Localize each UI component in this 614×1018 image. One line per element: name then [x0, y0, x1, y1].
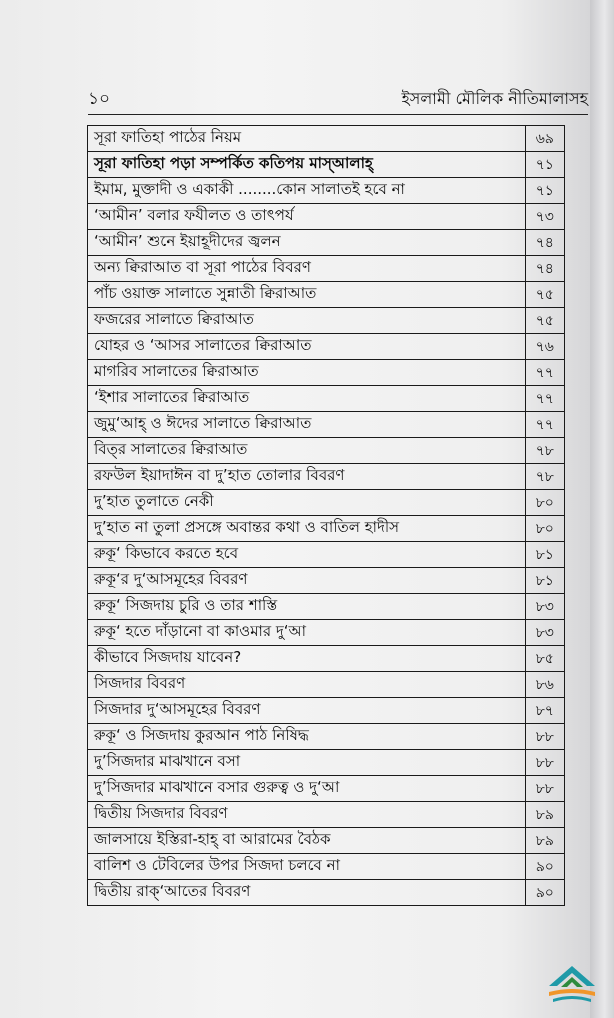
- toc-entry-title: জুমু‘আহ্ ও ঈদের সালাতে ক্বিরাআত: [88, 412, 526, 438]
- toc-entry-title: ‘আমীন’ শুনে ইয়াহূদীদের জ্বলন: [88, 230, 526, 256]
- toc-entry-page: ৮১: [525, 542, 564, 568]
- toc-entry-title: রুকূ‘ হতে দাঁড়ানো বা কাওমার দু‘আ: [88, 620, 526, 646]
- toc-entry-title: কীভাবে সিজদায় যাবেন?: [88, 646, 526, 672]
- table-row: [88, 490, 565, 516]
- table-row: [88, 256, 565, 282]
- toc-entry-title: পাঁচ ওয়াক্ত সালাতে সুন্নাতী ক্বিরাআত: [88, 282, 526, 308]
- toc-entry-page: ৭১: [525, 178, 564, 204]
- table-row: [88, 126, 565, 152]
- toc-entry-title: মাগরিব সালাতের ক্বিরাআত: [88, 360, 526, 386]
- toc-entry-title: সূরা ফাতিহা পাঠের নিয়ম: [88, 126, 526, 152]
- table-row: [88, 698, 565, 724]
- table-row: [88, 620, 565, 646]
- toc-entry-page: ৮৮: [525, 750, 564, 776]
- toc-entry-page: ৭৩: [525, 204, 564, 230]
- running-title: ইসলামী মৌলিক নীতিমালাসহ: [401, 89, 588, 108]
- table-row: [88, 230, 565, 256]
- toc-entry-title: দু’হাত তুলাতে নেকী: [88, 490, 526, 516]
- table-row: [88, 178, 565, 204]
- toc-entry-page: ৮০: [525, 516, 564, 542]
- table-row: [88, 360, 565, 386]
- toc-entry-page: ৮০: [525, 490, 564, 516]
- toc-entry-page: ৭১: [525, 152, 564, 178]
- table-row: [88, 776, 565, 802]
- toc-entry-title: দু’হাত না তুলা প্রসঙ্গে অবান্তর কথা ও বাতিল হাদীস: [88, 516, 526, 542]
- toc-entry-page: ৮৩: [525, 594, 564, 620]
- page-edge: [590, 0, 614, 1018]
- toc-entry-page: ৮১: [525, 568, 564, 594]
- toc-entry-page: ৯০: [525, 880, 564, 906]
- header-rule: [88, 114, 588, 115]
- toc-entry-title: সূরা ফাতিহা পড়া সম্পর্কিত কতিপয় মাস্‌আলাহ্‌: [88, 152, 526, 178]
- toc-entry-title: দু’সিজদার মাঝখানে বসার গুরুত্ব ও দু‘আ: [88, 776, 526, 802]
- toc-entry-page: ৮৯: [525, 828, 564, 854]
- toc-entry-title: ফজরের সালাতে ক্বিরাআত: [88, 308, 526, 334]
- table-of-contents: [87, 125, 565, 906]
- table-row: [88, 880, 565, 906]
- toc-entry-page: ৮৬: [525, 672, 564, 698]
- toc-entry-title: ‘ইশার সালাতের ক্বিরাআত: [88, 386, 526, 412]
- page-header: [88, 86, 600, 112]
- toc-entry-page: ৭৪: [525, 230, 564, 256]
- toc-entry-page: ৮৩: [525, 620, 564, 646]
- table-row: [88, 594, 565, 620]
- toc-entry-page: ৭৬: [525, 334, 564, 360]
- page-number: ১০: [88, 89, 111, 109]
- toc-entry-page: ৯০: [525, 854, 564, 880]
- toc-entry-title: দ্বিতীয় সিজদার বিবরণ: [88, 802, 526, 828]
- toc-entry-title: রুকূ‘ কিভাবে করতে হবে: [88, 542, 526, 568]
- toc-entry-title: সিজদার দু‘আসমূহের বিবরণ: [88, 698, 526, 724]
- toc-entry-title: বিত্‌র সালাতের ক্বিরাআত: [88, 438, 526, 464]
- table-row: [88, 516, 565, 542]
- toc-entry-title: দ্বিতীয় রাক্‘আতের বিবরণ: [88, 880, 526, 906]
- table-row: [88, 802, 565, 828]
- table-row: [88, 412, 565, 438]
- toc-entry-page: ৮৮: [525, 776, 564, 802]
- toc-entry-title: জালসায়ে ইস্তিরা-হাহ্ বা আরামের বৈঠক: [88, 828, 526, 854]
- toc-entry-title: যোহর ও ‘আসর সালাতের ক্বিরাআত: [88, 334, 526, 360]
- toc-entry-page: ৭৭: [525, 360, 564, 386]
- table-row: [88, 204, 565, 230]
- table-row: [88, 568, 565, 594]
- table-row: [88, 334, 565, 360]
- toc-entry-page: ৭৮: [525, 464, 564, 490]
- toc-entry-title: রুকূ‘র দু‘আসমূহের বিবরণ: [88, 568, 526, 594]
- toc-entry-title: দু’সিজদার মাঝখানে বসা: [88, 750, 526, 776]
- table-row: [88, 750, 565, 776]
- toc-entry-title: সিজদার বিবরণ: [88, 672, 526, 698]
- toc-entry-page: ৮৯: [525, 802, 564, 828]
- table-row: [88, 854, 565, 880]
- toc-entry-title: রুকূ‘ ও সিজদায় কুরআন পাঠ নিষিদ্ধ: [88, 724, 526, 750]
- toc-entry-page: ৭৫: [525, 308, 564, 334]
- table-row: [88, 152, 565, 178]
- table-row: [88, 308, 565, 334]
- toc-entry-page: ৮৫: [525, 646, 564, 672]
- toc-entry-title: ‘আমীন’ বলার ফযীলত ও তাৎপর্য: [88, 204, 526, 230]
- toc-entry-page: ৭৮: [525, 438, 564, 464]
- table-row: [88, 724, 565, 750]
- toc-entry-page: ৭৪: [525, 256, 564, 282]
- toc-entry-title: ইমাম, মুক্তাদী ও একাকী ........কোন সালাতই হবে না: [88, 178, 526, 204]
- toc-entry-title: রুকূ‘ সিজদায় চুরি ও তার শাস্তি: [88, 594, 526, 620]
- table-row: [88, 282, 565, 308]
- toc-entry-page: ৭৭: [525, 412, 564, 438]
- toc-entry-title: বালিশ ও টেবিলের উপর সিজদা চলবে না: [88, 854, 526, 880]
- toc-entry-page: ৬৯: [525, 126, 564, 152]
- table-row: [88, 672, 565, 698]
- table-row: [88, 828, 565, 854]
- toc-entry-title: অন্য ক্বিরাআত বা সূরা পাঠের বিবরণ: [88, 256, 526, 282]
- publisher-logo-icon: [543, 962, 601, 1006]
- table-row: [88, 542, 565, 568]
- toc-entry-page: ৭৫: [525, 282, 564, 308]
- toc-entry-page: ৭৭: [525, 386, 564, 412]
- table-row: [88, 438, 565, 464]
- toc-entry-page: ৮৭: [525, 698, 564, 724]
- table-row: [88, 646, 565, 672]
- toc-entry-page: ৮৮: [525, 724, 564, 750]
- toc-entry-title: রফউল ইয়াদাঈন বা দু’হাত তোলার বিবরণ: [88, 464, 526, 490]
- table-row: [88, 386, 565, 412]
- table-row: [88, 464, 565, 490]
